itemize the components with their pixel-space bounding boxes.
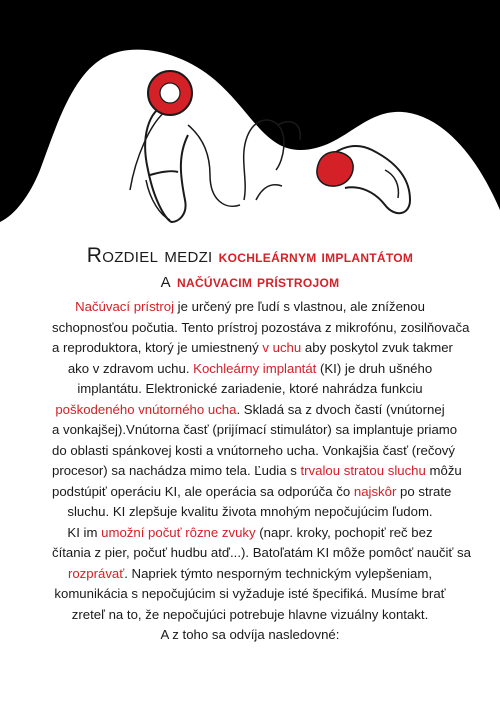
black-background-shape: [0, 0, 500, 222]
highlight-term: najskôr: [353, 483, 397, 499]
highlight-term: umožní počuť rôzne zvuky: [101, 524, 256, 540]
text-run: (napr. kroky, pochopiť reč bez: [255, 524, 433, 540]
hearing-aid-icon: [317, 146, 410, 213]
body-line: A z toho sa odvíja nasledovné:: [160, 627, 340, 642]
text-run: je určený pre ľudí s vlastnou, ale zníženou: [174, 299, 425, 314]
body-line: komunikácia s nepočujúcim si vyžaduje isté špecifiká. Musíme brať: [54, 586, 446, 601]
body-line: implantátu. Elektronické zariadenie, ktoré nahrádza funkciu: [77, 381, 423, 396]
body-line: sluchu. KI zlepšuje kvalitu života mnohým nepočujúcim ľudom.: [67, 504, 433, 519]
text-run: môžu: [425, 463, 462, 478]
text-run: (KI) je druh ušného: [316, 360, 433, 376]
title-block: [0, 244, 500, 294]
text-run: po strate: [396, 483, 452, 499]
highlight-term: rozprávať: [67, 565, 125, 581]
text-run: procesor) sa nachádza mimo tela. Ľudia s: [52, 463, 301, 478]
text-run: . Skladá sa z dvoch častí (vnútornej: [236, 401, 445, 417]
highlight-term: Kochleárny implantát: [193, 360, 317, 376]
body-line: do oblasti spánkovej kosti a vnútorneho ucha. Vonkajšia časť (rečový: [52, 442, 455, 458]
body-line: [52, 461, 462, 482]
title-line-2: [0, 269, 500, 294]
title-line-1: [0, 244, 500, 269]
body-line: zreteľ na to, že nepočujúci potrebuje hlavne vizuálny kontakt.: [71, 606, 429, 622]
text-run: a reproduktora, ktorý je umiestnený: [52, 340, 263, 355]
text-run: aby poskytol zvuk takmer: [301, 340, 453, 355]
title-highlight-1: kochleárnym implantátom: [218, 248, 414, 266]
title-plain-2: a: [160, 269, 178, 292]
transmitter-coil-icon: [148, 71, 240, 206]
body-line: a vonkajšej).Vnútorna časť (prijímací stimulátor) sa implantuje priamo: [52, 422, 458, 437]
hearing-devices-illustration: [0, 0, 500, 260]
body-line: schopnosťou počutia. Tento prístroj pozostáva z mikrofónu, zosilňovača: [52, 319, 470, 335]
highlight-term: trvalou stratou sluchu: [300, 463, 426, 478]
highlight-term: v uchu: [262, 340, 302, 355]
text-run: podstúpiť operáciu KI, ale operácia sa odporúča čo: [52, 483, 354, 499]
body-line: [52, 359, 448, 380]
body-line: [52, 338, 453, 359]
body-line: [52, 400, 448, 421]
body-line: čítania z pier, počuť hudbu atď...). Batoľatám KI môže pomôcť naučiť sa: [52, 545, 471, 560]
text-run: . Napriek týmto nesporným technickým vylepšeniam,: [124, 565, 433, 581]
body-line: [52, 523, 448, 544]
body-line: [52, 564, 448, 585]
highlight-term: poškodeného vnútorného ucha: [55, 401, 237, 417]
text-run: ako v zdravom uchu.: [67, 360, 194, 376]
title-highlight-2: načúvacim prístrojom: [177, 273, 340, 291]
body-line: [52, 297, 448, 318]
text-run: KI im: [67, 524, 102, 540]
header-band: [0, 0, 500, 260]
body-line: [52, 482, 452, 503]
sound-processor-icon: [130, 105, 188, 222]
body-paragraph: [52, 297, 471, 646]
highlight-term: Načúvací prístroj: [75, 299, 175, 314]
title-plain-1: Rozdiel medzi: [86, 244, 219, 267]
